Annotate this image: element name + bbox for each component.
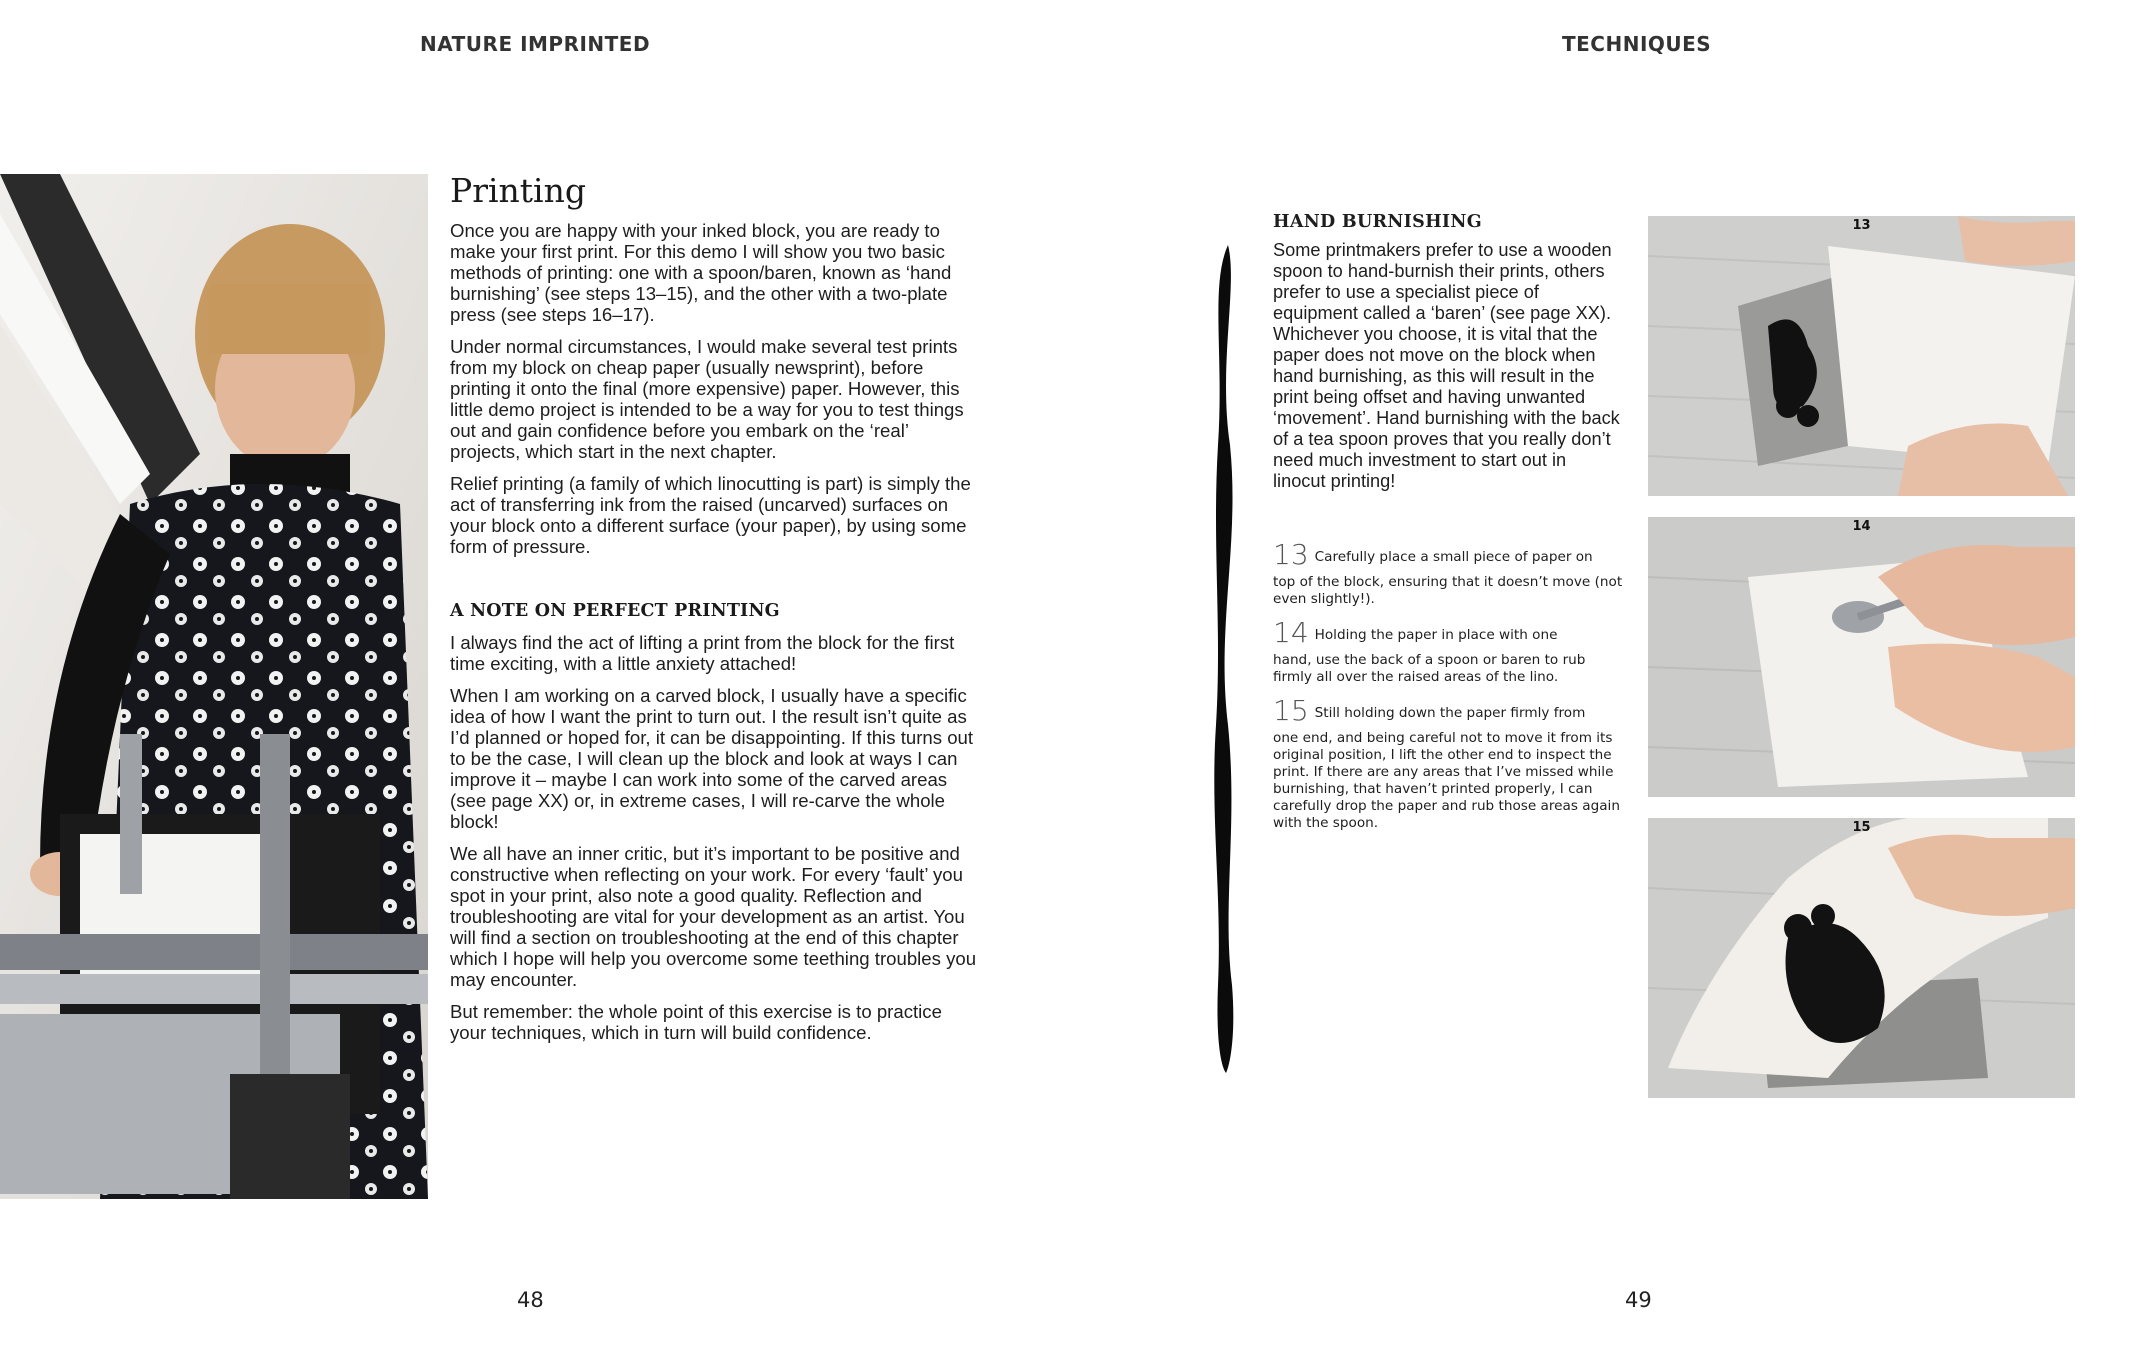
right-text-column <box>1273 212 1623 848</box>
paragraph: I always find the act of lifting a print from the block for the first time exciting, with a little anxiety attached! <box>450 632 955 674</box>
step-15 <box>1273 694 1623 832</box>
running-head-left: NATURE IMPRINTED <box>420 32 651 56</box>
running-head-right: TECHNIQUES <box>1562 32 1712 56</box>
paragraph: When I am working on a carved block, I usually have a specific idea of how I want the print to turn out. I the result isn’t quite as I’d planned or hoped for, it can be disappointing. If this turns out to be the case, I will clean up the block and look at ways I can improve it – maybe I can work into some of the carved areas (see page XX) or, in extreme cases, I will re-carve the whole block! <box>450 685 974 832</box>
step-15-photo <box>1648 818 2075 1098</box>
intro-paragraph: Some printmakers prefer to use a wooden spoon to hand-burnish their prints, others prefer to use a specialist piece of equipment called a ‘baren’ (see page XX). Whichever you choose, it is vital that the paper does not move on the block when hand burnishing, as this will result in the print being offset and having unwanted ‘movement’. Hand burnishing with the back of a tea spoon proves that you really don’t need much investment to start out in linocut printing! <box>1273 240 1620 491</box>
step-text-first: Holding the paper in place with one <box>1314 627 1558 643</box>
photo-step-label: 14 <box>1852 519 1871 534</box>
page-number-right: 49 <box>1625 1288 1652 1312</box>
step-text-rest: hand, use the back of a spoon or baren to rub firmly all over the raised areas of the lino. <box>1273 652 1586 685</box>
step-list <box>1273 538 1623 832</box>
step-13-photo <box>1648 216 2075 496</box>
page-number-left: 48 <box>517 1288 544 1312</box>
photo-step-label: 13 <box>1852 218 1871 233</box>
step-number: 15 <box>1273 694 1309 727</box>
brush-stroke-divider <box>1208 245 1248 1075</box>
subheading-hand-burnishing: HAND BURNISHING <box>1273 212 1482 232</box>
step-text-first: Carefully place a small piece of paper on <box>1314 549 1593 565</box>
paragraph: Once you are happy with your inked block, you are ready to make your first print. For this demo I will show you two basic methods of printing: one with a spoon/baren, known as ‘hand burnishing’ (see steps 13–15), and the other with a two-plate press (see steps 16–17). <box>450 220 952 325</box>
step-14-photo <box>1648 517 2075 797</box>
paragraph: Relief printing (a family of which linocutting is part) is simply the act of transferring ink from the raised (uncarved) surfaces on your block onto a different surface (your paper), by using some form of pressure. <box>450 473 971 557</box>
left-text-column <box>450 172 978 1054</box>
step-13 <box>1273 538 1623 608</box>
step-number: 13 <box>1273 538 1309 571</box>
section-title: Printing <box>450 171 586 210</box>
artist-press-photo <box>0 174 428 1199</box>
photo-step-label: 15 <box>1852 820 1871 835</box>
step-number: 14 <box>1273 616 1309 649</box>
step-text-rest: one end, and being careful not to move it from its original position, I lift the other end to inspect the print. If there are any areas that I’ve missed while burnishing, that haven’t printed properly, I can carefully drop the paper and rub those areas again with the spoon. <box>1273 730 1620 831</box>
step-14 <box>1273 616 1623 686</box>
subheading: A NOTE ON PERFECT PRINTING <box>450 601 780 621</box>
paragraph: Under normal circumstances, I would make several test prints from my block on cheap paper (usually newsprint), before printing it onto the final (more expensive) paper. However, this little demo project is intended to be a way for you to test things out and gain confidence before you embark on the ‘real’ projects, which start in the next chapter. <box>450 336 964 462</box>
step-text-first: Still holding down the paper firmly from <box>1314 705 1586 721</box>
paragraph: But remember: the whole point of this exercise is to practice your techniques, which in turn will build confidence. <box>450 1001 942 1043</box>
paragraph: We all have an inner critic, but it’s important to be positive and constructive when reflecting on your work. For every ‘fault’ you spot in your print, also note a good quality. Reflection and troubleshooting are vital for your development as an artist. You will find a section on troubleshooting at the end of this chapter which I hope will help you overcome some teething troubles you may encounter. <box>450 843 977 990</box>
step-text-rest: top of the block, ensuring that it doesn’t move (not even slightly!). <box>1273 574 1623 607</box>
